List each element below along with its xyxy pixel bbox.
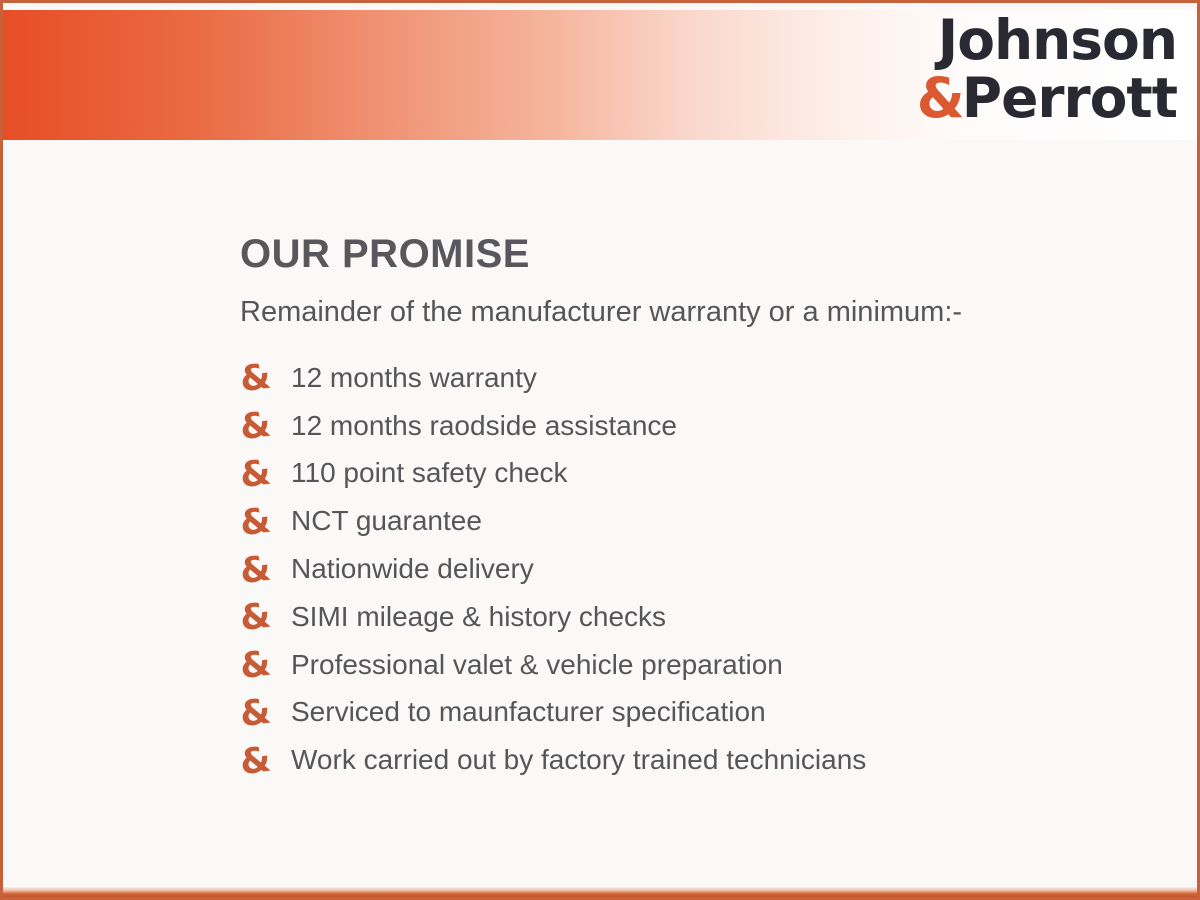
ampersand-bullet-icon: & xyxy=(237,739,274,784)
ampersand-logo-mark: & xyxy=(916,66,964,130)
list-item xyxy=(237,402,866,450)
ampersand-bullet-icon: & xyxy=(237,356,274,401)
list-item xyxy=(237,545,866,593)
subtitle: Remainder of the manufacturer warranty or a minimum:- xyxy=(240,296,963,328)
promise-list xyxy=(237,354,867,784)
ampersand-bullet-icon: & xyxy=(237,500,274,545)
list-item-label: Nationwide delivery xyxy=(291,553,534,585)
list-item-label: Professional valet & vehicle preparation xyxy=(291,648,783,680)
list-item-label: NCT guarantee xyxy=(291,505,482,537)
list-item-label: Work carried out by factory trained technicians xyxy=(291,744,867,776)
list-item-label: 12 months raodside assistance xyxy=(291,409,677,441)
list-item xyxy=(237,689,866,737)
ampersand-bullet-icon: & xyxy=(237,643,274,688)
brand-logo-line1: Johnson xyxy=(937,8,1177,72)
list-item xyxy=(237,354,866,402)
brand-logo-line2 xyxy=(916,66,1177,130)
brand-logo xyxy=(916,8,1177,130)
ampersand-bullet-icon: & xyxy=(237,452,274,497)
list-item xyxy=(237,641,866,689)
list-item xyxy=(237,450,866,498)
list-item xyxy=(237,736,867,784)
page-title: OUR PROMISE xyxy=(240,232,530,276)
list-item-label: 12 months warranty xyxy=(291,361,537,393)
ampersand-bullet-icon: & xyxy=(237,404,274,449)
ampersand-bullet-icon: & xyxy=(237,548,274,592)
list-item xyxy=(237,497,866,545)
ampersand-bullet-icon: & xyxy=(237,595,274,640)
list-item xyxy=(237,593,866,641)
list-item-label: Serviced to maunfacturer specification xyxy=(291,696,766,728)
list-item-label: 110 point safety check xyxy=(291,457,568,489)
brand-logo-name2: Perrott xyxy=(961,66,1177,130)
ampersand-bullet-icon: & xyxy=(237,691,274,736)
list-item-label: SIMI mileage & history checks xyxy=(291,600,667,632)
footer-accent-bar xyxy=(3,887,1197,897)
